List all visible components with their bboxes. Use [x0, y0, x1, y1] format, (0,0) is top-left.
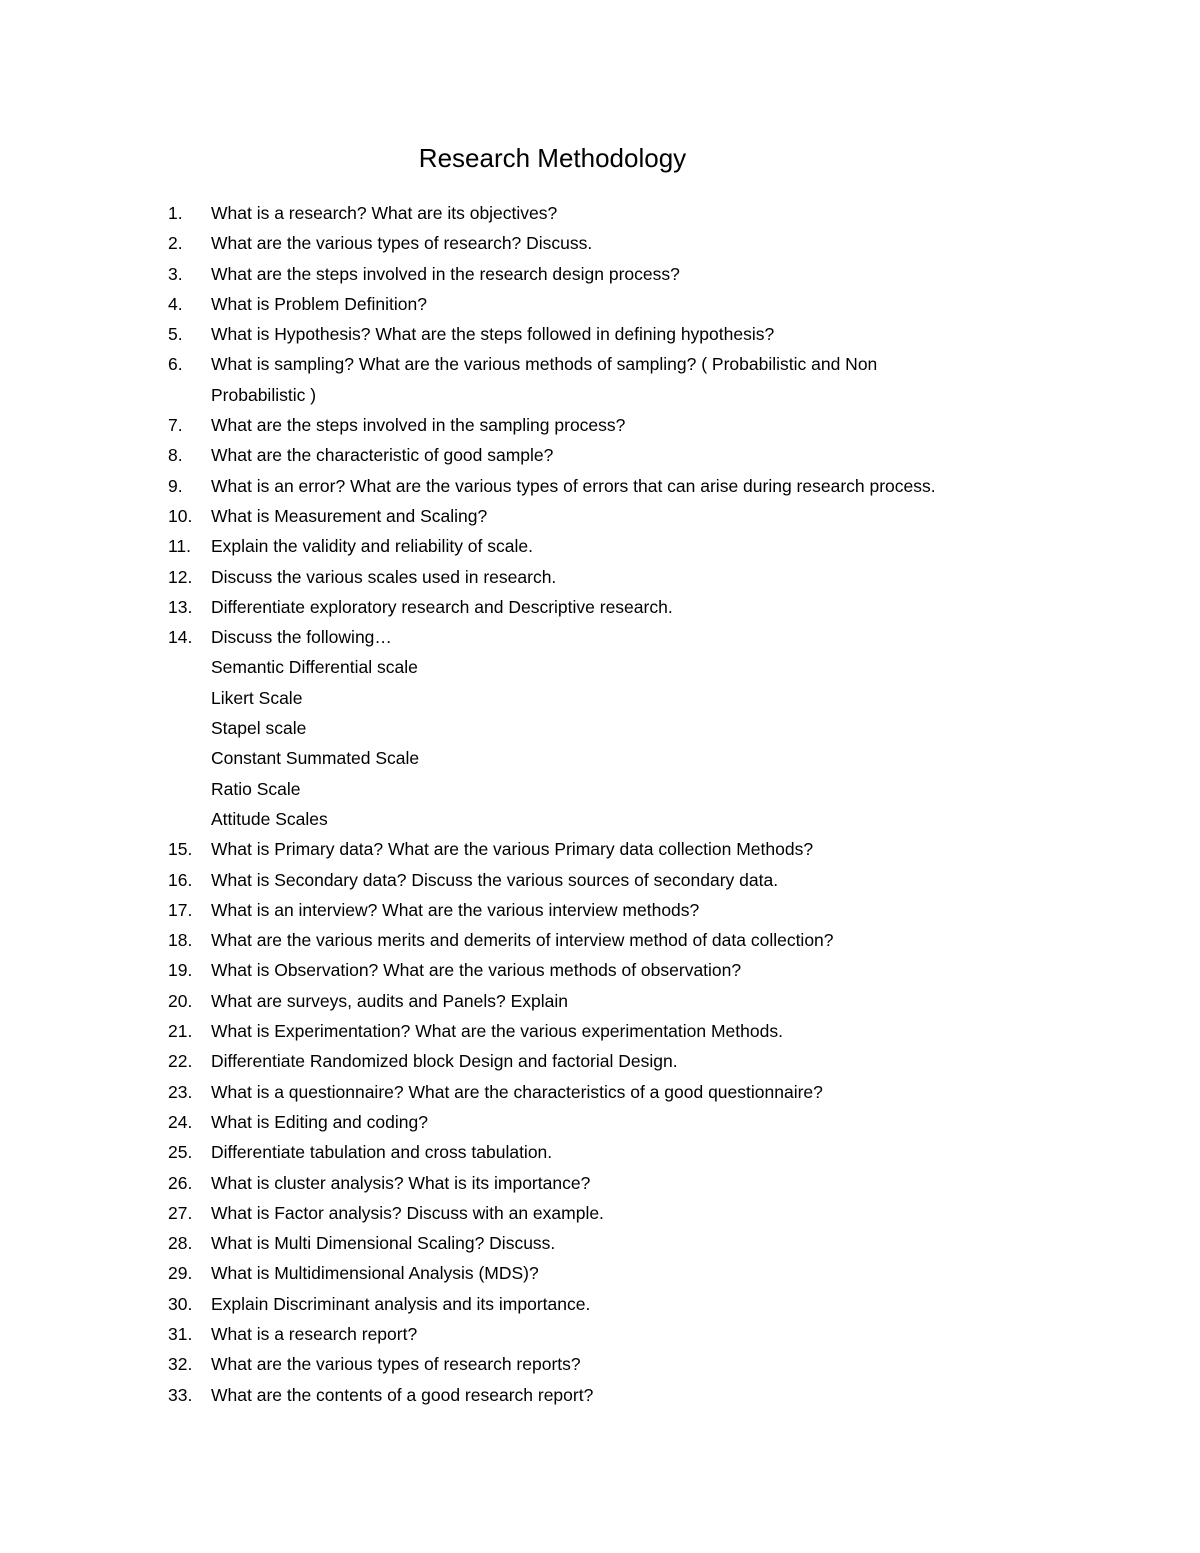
question-text: What are the various types of research reports?: [211, 1354, 581, 1375]
question-item: [168, 834, 1128, 864]
question-body: [211, 501, 487, 531]
question-text: Explain the validity and reliability of scale.: [211, 536, 533, 557]
question-item: [168, 865, 1128, 895]
question-item: [168, 895, 1128, 925]
question-subitem: Ratio Scale: [211, 778, 301, 799]
question-body: [211, 471, 936, 501]
question-text: What is Secondary data? Discuss the various sources of secondary data.: [211, 869, 779, 890]
question-number: 18.: [168, 930, 193, 951]
question-number: 32.: [168, 1354, 193, 1375]
question-number: 26.: [168, 1172, 193, 1193]
question-text: What are the contents of a good research report?: [211, 1384, 594, 1405]
question-list: [168, 198, 1128, 1410]
question-number: 31.: [168, 1323, 193, 1344]
question-item: [168, 349, 1128, 410]
question-body: [211, 865, 778, 895]
question-item: [168, 1077, 1128, 1107]
question-body: [211, 289, 427, 319]
question-text: Differentiate exploratory research and Descriptive research.: [211, 596, 673, 617]
question-number: 11.: [168, 536, 192, 557]
question-text: What are the characteristic of good sample?: [211, 445, 554, 466]
question-item: [168, 925, 1128, 955]
question-text: What is Factor analysis? Discuss with an example.: [211, 1202, 604, 1223]
question-item: [168, 259, 1128, 289]
question-body: [211, 1046, 678, 1076]
page-title: Research Methodology: [418, 143, 687, 173]
question-text: What is cluster analysis? What is its importance?: [211, 1172, 591, 1193]
question-text: What is an error? What are the various types of errors that can arise during research process.: [211, 475, 936, 496]
question-item: [168, 592, 1128, 622]
question-body: [211, 622, 419, 834]
question-body: [211, 1380, 593, 1410]
question-body: [211, 1289, 590, 1319]
question-item: [168, 1137, 1128, 1167]
question-body: [211, 531, 533, 561]
question-item: [168, 531, 1128, 561]
question-number: 1.: [168, 203, 183, 223]
question-text: What is Primary data? What are the various Primary data collection Methods?: [211, 839, 814, 860]
question-text: What are the various types of research? Discuss.: [211, 233, 593, 254]
question-number: 6.: [168, 354, 183, 375]
question-number: 21.: [168, 1021, 193, 1042]
question-body: [211, 440, 553, 470]
question-item: [168, 289, 1128, 319]
question-subitem: Semantic Differential scale: [211, 657, 418, 678]
question-body: [211, 925, 834, 955]
question-text: Discuss the various scales used in research.: [211, 566, 557, 587]
question-text: What is Experimentation? What are the various experimentation Methods.: [211, 1021, 783, 1042]
question-body: [211, 955, 741, 985]
question-item: [168, 228, 1128, 258]
question-number: 2.: [168, 233, 183, 254]
question-body: [211, 562, 556, 592]
question-number: 29.: [168, 1263, 193, 1284]
question-number: 5.: [168, 324, 183, 345]
question-body: [211, 410, 625, 440]
question-text: Differentiate Randomized block Design and factorial Design.: [211, 1051, 678, 1072]
question-number: 23.: [168, 1081, 193, 1102]
question-text: What are the steps involved in the research design process?: [211, 263, 680, 284]
question-number: 28.: [168, 1233, 193, 1254]
question-body: [211, 1107, 428, 1137]
question-text: What is a research? What are its objectives?: [211, 203, 558, 223]
question-body: [211, 349, 877, 410]
question-text: What is an interview? What are the various interview methods?: [211, 899, 700, 920]
question-text: What is a questionnaire? What are the characteristics of a good questionnaire?: [211, 1081, 823, 1102]
question-item: [168, 1198, 1128, 1228]
question-number: 25.: [168, 1142, 193, 1163]
question-number: 10.: [168, 505, 193, 526]
question-item: [168, 501, 1128, 531]
question-text: What is Multi Dimensional Scaling? Discuss.: [211, 1233, 556, 1254]
question-text: What is Observation? What are the various methods of observation?: [211, 960, 742, 981]
question-body: [211, 1319, 417, 1349]
question-subitem: Attitude Scales: [211, 808, 328, 829]
question-text: What are the various merits and demerits of interview method of data collection?: [211, 930, 834, 951]
question-item: [168, 1016, 1128, 1046]
question-text: Explain Discriminant analysis and its importance.: [211, 1293, 591, 1314]
question-item: [168, 562, 1128, 592]
question-number: 20.: [168, 990, 193, 1011]
question-item: [168, 1258, 1128, 1288]
question-text: Discuss the following…: [211, 627, 392, 648]
question-body: [211, 1258, 539, 1288]
question-item: [168, 986, 1128, 1016]
question-text: What is Problem Definition?: [211, 293, 427, 314]
question-body: [211, 259, 680, 289]
question-item: [168, 1289, 1128, 1319]
question-body: [211, 1016, 783, 1046]
question-number: 33.: [168, 1384, 193, 1405]
question-number: 8.: [168, 445, 183, 466]
question-body: [211, 198, 557, 228]
question-number: 17.: [168, 899, 193, 920]
question-number: 15.: [168, 839, 193, 860]
question-item: [168, 198, 1128, 228]
question-item: [168, 1107, 1128, 1137]
question-item: [168, 1046, 1128, 1076]
question-text: What is Measurement and Scaling?: [211, 505, 488, 526]
question-body: [211, 986, 568, 1016]
question-body: [211, 834, 813, 864]
question-item: [168, 955, 1128, 985]
question-subitem: Stapel scale: [211, 718, 307, 739]
question-item: [168, 1380, 1128, 1410]
question-text-continued: Probabilistic ): [211, 384, 317, 405]
question-body: [211, 1168, 590, 1198]
question-number: 22.: [168, 1051, 193, 1072]
question-text: What is a research report?: [211, 1323, 418, 1344]
question-number: 30.: [168, 1293, 193, 1314]
question-body: [211, 895, 699, 925]
question-text: What are surveys, audits and Panels? Explain: [211, 990, 568, 1011]
question-body: [211, 228, 592, 258]
question-subitem: Likert Scale: [211, 687, 303, 708]
question-text: What is Hypothesis? What are the steps followed in defining hypothesis?: [211, 324, 775, 345]
question-item: [168, 1228, 1128, 1258]
question-number: 3.: [168, 263, 183, 284]
question-text: What are the steps involved in the sampling process?: [211, 415, 626, 436]
question-number: 14.: [168, 627, 193, 648]
question-text: What is Editing and coding?: [211, 1111, 428, 1132]
question-body: [211, 1198, 604, 1228]
question-item: [168, 1349, 1128, 1379]
question-body: [211, 319, 774, 349]
question-number: 27.: [168, 1202, 193, 1223]
question-body: [211, 592, 673, 622]
question-body: [211, 1137, 552, 1167]
question-text: What is sampling? What are the various methods of sampling? ( Probabilistic and Non: [211, 354, 878, 375]
question-number: 24.: [168, 1111, 193, 1132]
question-body: [211, 1349, 581, 1379]
question-item: [168, 1319, 1128, 1349]
question-body: [211, 1228, 555, 1258]
question-number: 19.: [168, 960, 193, 981]
question-subitem: Constant Summated Scale: [211, 748, 420, 769]
question-number: 13.: [168, 596, 193, 617]
question-body: [211, 1077, 823, 1107]
question-item: [168, 319, 1128, 349]
question-item: [168, 440, 1128, 470]
question-number: 12.: [168, 566, 193, 587]
question-text: Differentiate tabulation and cross tabulation.: [211, 1142, 553, 1163]
question-number: 7.: [168, 415, 183, 436]
question-item: [168, 622, 1128, 834]
question-number: 4.: [168, 293, 183, 314]
question-item: [168, 1168, 1128, 1198]
question-number: 16.: [168, 869, 193, 890]
question-text: What is Multidimensional Analysis (MDS)?: [211, 1263, 539, 1284]
question-item: [168, 471, 1128, 501]
question-number: 9.: [168, 475, 183, 496]
question-item: [168, 410, 1128, 440]
